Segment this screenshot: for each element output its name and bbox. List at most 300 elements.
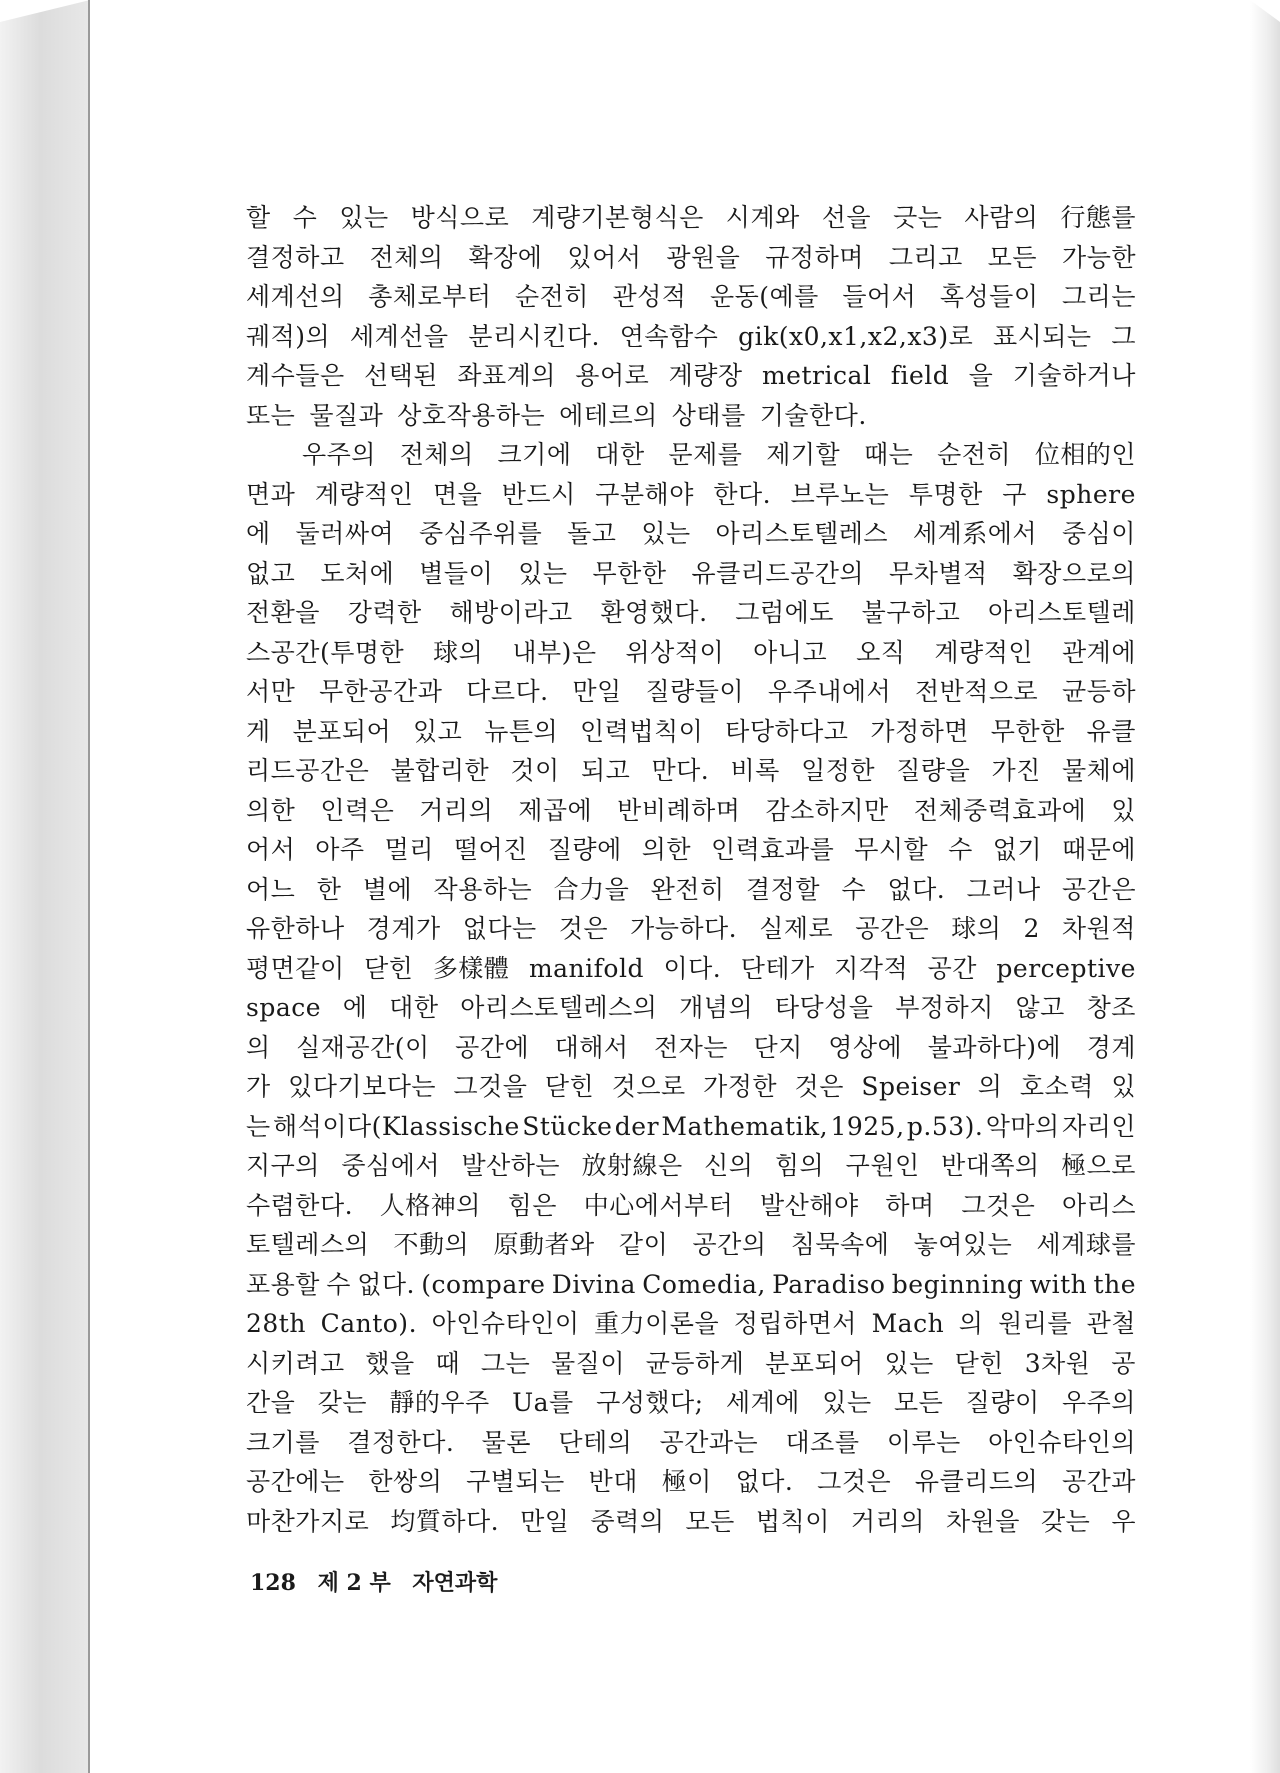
text-word: 관철	[1086, 1309, 1136, 1338]
text-word: 수	[292, 203, 318, 232]
text-word: 없다.	[357, 1269, 415, 1299]
text-word: 관성적	[612, 282, 687, 311]
page-footer	[250, 1566, 511, 1597]
text-word: 크기를	[246, 1427, 320, 1457]
text-word: 공간과	[1061, 1467, 1136, 1496]
text-word: 침묵속에	[790, 1230, 890, 1259]
text-word: 리드공간은	[246, 756, 370, 785]
text-word: 아주	[315, 835, 365, 864]
text-word: 환영했다.	[600, 598, 708, 627]
text-word: 수	[841, 874, 867, 904]
text-line	[246, 356, 1136, 396]
text-word: 수	[326, 1269, 351, 1299]
text-word: 질량에	[547, 835, 622, 864]
text-line	[246, 277, 1136, 317]
text-word: 관계에	[1062, 637, 1136, 667]
text-word: 아리스	[1062, 1190, 1136, 1220]
text-word: 세계선의	[246, 282, 345, 311]
text-word: perceptive	[996, 953, 1136, 983]
text-word: 돌고	[567, 519, 617, 548]
text-word: 合力을	[553, 874, 630, 904]
text-word: 의	[246, 1032, 271, 1062]
text-word: 또는	[246, 400, 296, 430]
text-word: with	[1029, 1269, 1088, 1299]
text-line	[246, 593, 1136, 633]
text-word: 대한	[389, 993, 439, 1022]
text-word: 균등하	[1062, 677, 1136, 706]
text-word: 지구의	[246, 1151, 320, 1180]
text-word: 의한	[641, 835, 691, 864]
text-word: 토텔레스의	[246, 1230, 370, 1259]
text-word: 때문에	[1062, 835, 1136, 864]
text-word: 간을	[246, 1388, 296, 1417]
text-word: 질량이	[965, 1388, 1040, 1417]
text-word: Mathematik,	[661, 1111, 829, 1141]
text-word: 부정하지	[895, 993, 994, 1022]
text-word: 결정하고	[246, 242, 345, 272]
text-word: 개념의	[679, 993, 754, 1022]
text-word: 위상적이	[625, 637, 725, 667]
text-word: 공간은	[855, 914, 930, 943]
text-word: 호소력	[1019, 1072, 1094, 1101]
text-word: 둘러싸여	[295, 519, 395, 548]
book-page-edge-right	[1250, 0, 1280, 1773]
text-line	[246, 1383, 1136, 1423]
text-word: 均質하다.	[390, 1506, 500, 1536]
text-word: 때	[435, 1348, 461, 1378]
text-word: 있는	[339, 203, 389, 232]
text-word: 대한	[595, 440, 645, 469]
text-line	[246, 1265, 1136, 1305]
text-word: 세계系에서	[912, 519, 1038, 548]
text-line	[246, 1304, 1136, 1344]
text-word: 구분해야	[595, 479, 694, 509]
text-word: 사람의	[964, 203, 1039, 232]
text-word: 것으로	[611, 1072, 686, 1101]
text-word: 무시할	[854, 835, 929, 864]
text-word: 제기할	[766, 440, 841, 469]
text-word: 별들이	[419, 558, 494, 588]
text-word: 다르다.	[466, 677, 549, 706]
text-word: 없다는	[462, 914, 537, 943]
text-line	[246, 909, 1136, 949]
text-word: 작용하는	[433, 874, 533, 904]
page-number: 128	[250, 1570, 296, 1596]
text-word: 게	[246, 716, 271, 746]
text-word: 人格神의	[379, 1190, 481, 1220]
text-line	[246, 317, 1136, 357]
text-word: 결정할	[746, 874, 820, 904]
text-word: 유클리드의	[914, 1467, 1039, 1496]
text-word: 궤적)의	[246, 321, 331, 351]
text-word: 전자는	[654, 1032, 728, 1062]
text-word: 공	[1111, 1348, 1136, 1378]
text-word: sphere	[1046, 479, 1136, 509]
text-word: 없다.	[887, 874, 946, 904]
text-word: 靜的우주	[389, 1388, 490, 1417]
text-word: 긋는	[893, 203, 943, 232]
text-word: 서만	[246, 677, 296, 706]
text-word: 구	[1002, 479, 1027, 509]
text-word: der	[614, 1111, 660, 1141]
text-word: 상호작용하는	[397, 400, 546, 430]
text-word: 해방이라고	[449, 598, 573, 627]
text-word: 의	[958, 1309, 984, 1338]
text-word: 에	[342, 993, 368, 1022]
text-word: Paradiso	[772, 1269, 886, 1299]
text-word: 계수들은	[246, 361, 345, 390]
text-word: 거리의	[850, 1506, 925, 1536]
page-body-text	[246, 198, 1136, 1541]
text-word: gik(x0,x1,x2,x3)로	[738, 321, 974, 351]
text-word: 놓여있는	[913, 1230, 1013, 1259]
text-word: 도처에	[320, 558, 395, 588]
text-word: 문제를	[668, 440, 743, 469]
text-word: 만일	[572, 677, 622, 706]
text-word: beginning	[891, 1269, 1024, 1299]
text-word: 전체중력효과에	[913, 795, 1087, 825]
text-word: 우	[1111, 1506, 1136, 1536]
text-word: 법칙이	[755, 1506, 830, 1536]
text-word: 계량장	[668, 361, 743, 390]
text-word: 비록	[730, 756, 780, 785]
text-word: 에테르의	[559, 400, 658, 430]
text-word: 그리고	[888, 242, 963, 272]
text-word: 아인슈타인의	[988, 1427, 1136, 1457]
text-word: 아리스토텔레스	[715, 519, 889, 548]
text-word: 면과	[246, 479, 296, 509]
text-line	[246, 198, 1136, 238]
text-word: 공간에	[455, 1032, 530, 1062]
text-word: 어서	[246, 835, 296, 864]
text-word: 그리는	[1062, 282, 1136, 311]
text-word: 총체로부터	[368, 282, 492, 311]
text-word: 구별되는	[466, 1467, 565, 1496]
text-word: 되고	[580, 756, 631, 785]
text-word: 단지	[753, 1032, 803, 1062]
text-word: 순전히	[514, 282, 589, 311]
text-word: 시키려고	[246, 1348, 345, 1378]
text-word: 갖는	[1040, 1506, 1091, 1536]
text-word: 가정하면	[870, 716, 969, 746]
text-word: 있	[1111, 1072, 1136, 1101]
text-line	[246, 672, 1136, 712]
text-word: the	[1093, 1269, 1136, 1299]
text-line	[246, 1146, 1136, 1186]
text-word: 있는	[518, 558, 568, 588]
text-word: 계량기본형식은	[531, 203, 704, 232]
text-word: 極이	[661, 1467, 712, 1496]
text-word: 물체에	[1062, 756, 1136, 785]
text-word: 평면같이	[246, 953, 345, 983]
text-word: 타당성을	[774, 993, 874, 1022]
text-word: 인력법칙이	[580, 716, 704, 746]
text-word: 연속함수	[619, 321, 719, 351]
text-word: 분포되어	[765, 1348, 864, 1378]
text-line	[246, 238, 1136, 278]
text-word: 우주의	[1062, 1388, 1136, 1417]
text-word: 무한한	[990, 716, 1065, 746]
text-word: 세계선을	[349, 321, 449, 351]
text-word: 유클	[1086, 716, 1136, 746]
text-line	[246, 435, 1136, 475]
text-word: 순전히	[937, 440, 1012, 469]
text-word: 있는	[884, 1348, 934, 1378]
text-word: 일정한	[801, 756, 876, 785]
text-word: 있고	[413, 716, 463, 746]
text-word: 단테의	[558, 1427, 633, 1457]
text-word: 강력한	[347, 598, 422, 627]
text-word: 공간의	[692, 1230, 767, 1259]
text-word: 반비례하며	[617, 795, 741, 825]
text-word: 유한하나	[246, 914, 345, 943]
text-word: Stücke	[522, 1111, 613, 1141]
text-word: 이다.	[663, 953, 722, 983]
text-word: 공간과는	[659, 1427, 759, 1457]
text-word: 한쌍의	[368, 1467, 443, 1496]
text-line	[246, 475, 1136, 515]
text-word: 우주내에서	[767, 677, 892, 706]
text-word: 물질이	[551, 1348, 625, 1378]
text-word: 자리인	[1062, 1111, 1136, 1141]
text-word: 28th	[246, 1309, 306, 1338]
text-word: 대조를	[785, 1427, 860, 1457]
text-word: 불과하다)에	[927, 1032, 1062, 1062]
text-word: 무한한	[592, 558, 667, 588]
text-line	[246, 791, 1136, 831]
text-word: 타당하다고	[725, 716, 849, 746]
text-word: 선택된	[363, 361, 438, 390]
text-word: 아니고	[753, 637, 828, 667]
text-word: 크기에	[497, 440, 572, 469]
text-word: 용어로	[575, 361, 650, 390]
text-word: 不動의	[393, 1230, 470, 1259]
text-word: 공간	[927, 953, 977, 983]
text-word: 악마의	[985, 1111, 1060, 1141]
text-word: 가능하다.	[630, 914, 738, 943]
text-word: 있는	[641, 519, 691, 548]
text-word: 중심에서	[341, 1151, 441, 1180]
text-word: 단테가	[740, 953, 815, 983]
text-word: 그	[1111, 321, 1136, 351]
text-word: 실제로	[759, 914, 834, 943]
text-word: 세계에	[725, 1388, 800, 1417]
text-word: 않고	[1015, 993, 1065, 1022]
text-word: 重力이론을	[594, 1309, 720, 1338]
text-word: 확장에	[468, 242, 543, 272]
text-line	[246, 949, 1136, 989]
text-word: 멀리	[384, 835, 434, 864]
text-word: 닫힌	[954, 1348, 1004, 1378]
text-word: 가정한	[703, 1072, 778, 1101]
text-word: 이루는	[886, 1427, 961, 1457]
text-word: 行態를	[1060, 203, 1136, 232]
text-word: 수	[948, 835, 973, 864]
text-word: 창조	[1086, 993, 1136, 1022]
text-word: 그러나	[966, 874, 1041, 904]
text-word: 경계	[1086, 1032, 1136, 1062]
text-word: Ua를	[512, 1388, 574, 1417]
text-word: 있는	[822, 1388, 872, 1417]
text-word: 반대	[588, 1467, 638, 1496]
text-word: 한다.	[713, 479, 772, 509]
text-word: 그것을	[453, 1072, 528, 1101]
text-word: 좌표계의	[457, 361, 556, 390]
text-word: 질량들이	[645, 677, 745, 706]
text-word: 공간은	[1062, 874, 1136, 904]
text-word: 것은	[558, 914, 609, 943]
text-word: 인력은	[320, 795, 395, 825]
text-word: 지각적	[834, 953, 909, 983]
text-word: 없기	[992, 835, 1043, 864]
text-word: 것은	[794, 1072, 844, 1101]
text-word: Canto).	[320, 1309, 418, 1338]
text-line	[246, 1186, 1136, 1226]
text-word: 는	[246, 1111, 271, 1141]
text-word: 인력효과를	[710, 835, 835, 864]
text-word: 球의	[433, 637, 484, 667]
text-word: 구원인	[845, 1151, 920, 1180]
text-word: 차원적	[1061, 914, 1136, 943]
section-label: 자연과학	[412, 1570, 498, 1596]
book-page-edge-left	[0, 0, 90, 1773]
text-word: 물론	[481, 1427, 531, 1457]
text-word: 만다.	[651, 756, 710, 785]
text-word: 모든	[987, 242, 1038, 272]
text-word: 분포되어	[292, 716, 392, 746]
text-word: 해석이다(Klassische	[273, 1111, 520, 1141]
text-line	[246, 1225, 1136, 1265]
text-word: 만일	[520, 1506, 570, 1536]
text-word: 선을	[821, 203, 872, 232]
text-word: 계량적인	[314, 479, 414, 509]
text-word: 무한공간과	[319, 677, 443, 706]
text-line	[246, 870, 1136, 910]
text-word: 을	[968, 361, 994, 390]
text-word: 기술한다.	[759, 400, 867, 430]
text-word: 확장으로의	[1012, 558, 1136, 588]
text-word: 결정한다.	[347, 1427, 455, 1457]
text-word: 가능한	[1062, 242, 1136, 272]
text-word: 가진	[991, 756, 1041, 785]
text-word: 球의	[951, 914, 1002, 943]
text-line	[246, 1344, 1136, 1384]
text-line	[246, 830, 1136, 870]
text-word: 스공간(투명한	[246, 637, 405, 667]
text-word: metrical	[761, 361, 872, 390]
text-word: 에	[246, 519, 271, 548]
text-word: 아리스토텔레스의	[460, 993, 658, 1022]
text-word: 그는	[480, 1348, 531, 1378]
text-word: 아인슈타인이	[431, 1309, 580, 1338]
text-word: 투명한	[908, 479, 983, 509]
text-word: 방식으로	[410, 203, 510, 232]
text-word: 어느	[246, 874, 296, 904]
text-word: 별에	[362, 874, 413, 904]
text-word: 있	[1111, 795, 1136, 825]
text-word: 들어서	[842, 282, 917, 311]
text-word: 오직	[856, 637, 906, 667]
text-word: 닫힌	[364, 953, 414, 983]
text-word: 뉴튼의	[484, 716, 559, 746]
text-word: 수렴한다.	[246, 1190, 354, 1220]
text-word: space	[246, 993, 322, 1022]
text-word: 마찬가지로	[246, 1506, 370, 1536]
text-word: 전환을	[246, 598, 320, 627]
text-word: Divina	[551, 1269, 636, 1299]
text-word: 발산하는	[461, 1151, 561, 1180]
text-word: 1925,	[830, 1111, 905, 1141]
text-word: 거리의	[419, 795, 494, 825]
text-word: 의	[977, 1072, 1003, 1101]
text-word: 불합리한	[390, 756, 490, 785]
text-word: 없다.	[735, 1467, 794, 1496]
text-word: Speiser	[861, 1072, 961, 1101]
text-word: 했을	[365, 1348, 415, 1378]
text-word: 없고	[246, 558, 296, 588]
text-word: 있어서	[567, 242, 642, 272]
text-word: 반드시	[501, 479, 576, 509]
text-word: 그것은	[817, 1467, 892, 1496]
text-word: 모든	[893, 1388, 944, 1417]
text-word: 전체의	[369, 242, 444, 272]
text-line	[246, 1107, 1136, 1147]
part-label: 제 2 부	[317, 1570, 391, 1596]
text-word: 포용할	[246, 1269, 320, 1299]
text-word: 제곱에	[518, 795, 593, 825]
text-word: 같이	[618, 1230, 669, 1259]
text-word: 힘은	[507, 1190, 557, 1220]
text-word: field	[890, 361, 950, 390]
text-word: 3차원	[1024, 1348, 1091, 1378]
text-word: 位相的인	[1034, 440, 1136, 469]
text-word: 중력의	[590, 1506, 665, 1536]
text-word: 原動者와	[493, 1230, 595, 1259]
text-word: 그것은	[961, 1190, 1036, 1220]
text-word: 발산해야	[760, 1190, 859, 1220]
text-word: 상태를	[671, 400, 746, 430]
text-line	[246, 633, 1136, 673]
text-word: 시계와	[725, 203, 800, 232]
text-word: 내부)은	[512, 637, 597, 667]
text-word: 의한	[246, 795, 296, 825]
text-word: 무차별적	[889, 558, 988, 588]
text-word: 균등하게	[645, 1348, 745, 1378]
text-word: 전체의	[399, 440, 474, 469]
text-word: 면을	[432, 479, 483, 509]
text-word: 정립하면서	[733, 1309, 857, 1338]
text-word: 갖는	[317, 1388, 367, 1417]
text-word: 하며	[885, 1190, 935, 1220]
text-word: 완전히	[650, 874, 725, 904]
text-word: manifold	[528, 953, 644, 983]
text-word: Comedia,	[642, 1269, 766, 1299]
text-line	[246, 396, 1136, 436]
text-word: 중심주위를	[419, 519, 543, 548]
text-word: 힘의	[774, 1151, 825, 1180]
text-line	[246, 751, 1136, 791]
text-word: 할	[246, 203, 271, 232]
text-word: 광원을	[666, 242, 741, 272]
text-word: 세계球를	[1036, 1230, 1136, 1259]
text-word: 가	[246, 1072, 271, 1101]
text-word: 혹성들이	[939, 282, 1039, 311]
text-word: 전반적으로	[914, 677, 1039, 706]
text-word: 영상에	[828, 1032, 903, 1062]
text-word: 떨어진	[453, 835, 528, 864]
text-word: 질량을	[896, 756, 971, 785]
text-word: 것이	[510, 756, 560, 785]
